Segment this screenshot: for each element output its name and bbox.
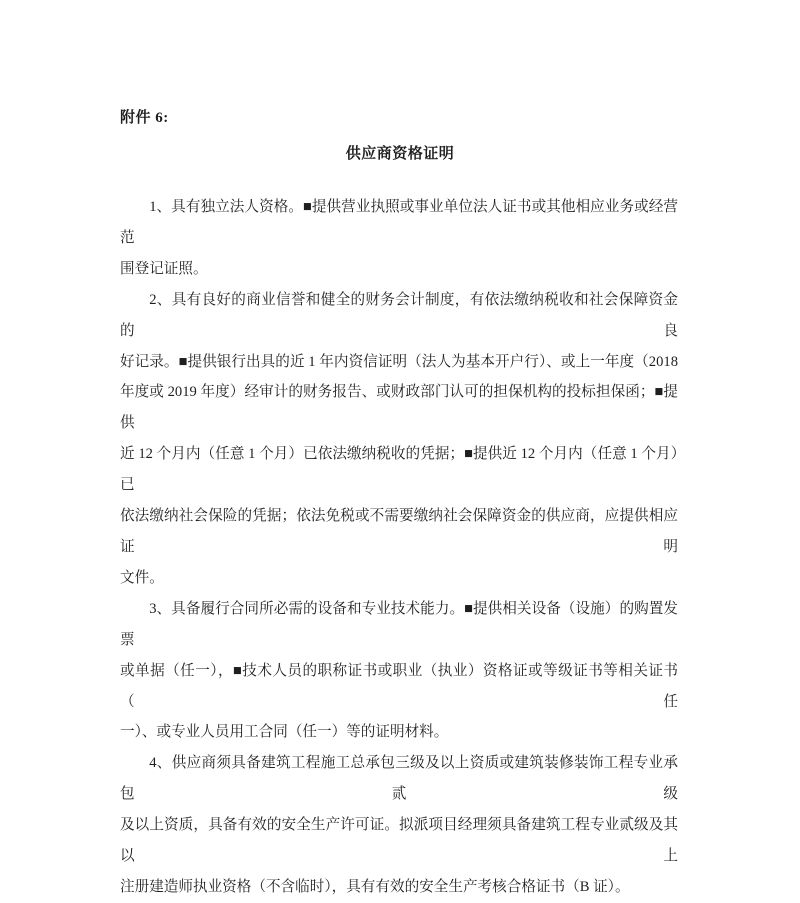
- paragraph: [120, 594, 678, 749]
- text-line: 一）、或专业人员用工合同（任一）等的证明材料。: [120, 724, 449, 741]
- text-line: 1、具有独立法人资格。■提供营业执照或事业单位法人证书或其他相应业务或经营范: [120, 199, 678, 246]
- document-body: [120, 192, 678, 903]
- text-line: 或单据（任一），■技术人员的职称证书或职业（执业）资格证或等级证书等相关证书（任: [120, 662, 678, 710]
- text-line: 注册建造师执业资格（不含临时），具有有效的安全生产考核合格证书（B 证）。: [120, 878, 630, 895]
- text-line: 文件。: [120, 569, 164, 586]
- text-line: 及以上资质，具备有效的安全生产许可证。拟派项目经理须具备建筑工程专业贰级及其以上: [120, 817, 678, 865]
- text-line: 依法缴纳社会保险的凭据；依法免税或不需要缴纳社会保障资金的供应商，应提供相应证明: [120, 508, 678, 555]
- paragraph: [120, 748, 678, 903]
- attachment-label: 附件 6:: [120, 110, 169, 126]
- paragraph: [120, 285, 678, 594]
- text-line: 2、具有良好的商业信誉和健全的财务会计制度，有依法缴纳税收和社会保障资金的良: [120, 291, 678, 339]
- text-line: 年度或 2019 年度）经审计的财务报告、或财政部门认可的担保机构的投标担保函；■提供: [120, 384, 678, 432]
- paragraph: [120, 192, 678, 285]
- text-line: 近 12 个月内（任意 1 个月）已依法缴纳税收的凭据；■提供近 12 个月内（任意 1 个月）已: [120, 446, 678, 494]
- text-line: 3、具备履行合同所必需的设备和专业技术能力。■提供相关设备（设施）的购置发票: [120, 600, 678, 648]
- document-title: 供应商资格证明: [345, 146, 455, 162]
- text-line: 好记录。■提供银行出具的近 1 年内资信证明（法人为基本开户行）、或上一年度（2018: [120, 353, 678, 370]
- text-line: 围登记证照。: [120, 260, 208, 277]
- text-line: 4、供应商须具备建筑工程施工总承包三级及以上资质或建筑装修装饰工程专业承包贰级: [120, 755, 678, 803]
